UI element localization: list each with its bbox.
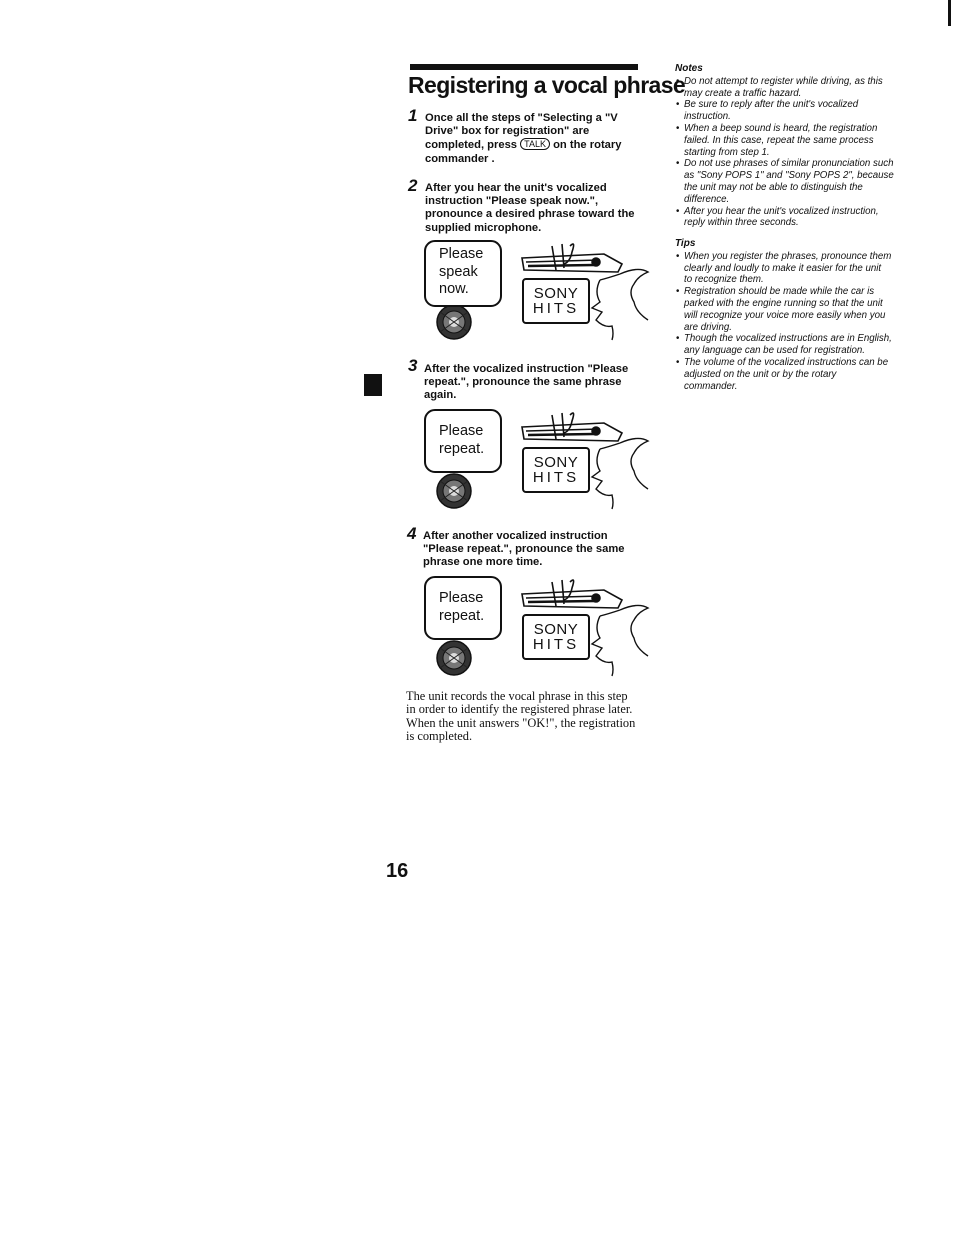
microphone-clip (522, 244, 622, 272)
note-line: • Do not attempt to register while driving, as this (684, 75, 883, 87)
unit-display (522, 614, 590, 660)
rotary-commander-knob (437, 641, 471, 675)
voice-prompt-bubble (424, 576, 502, 640)
bubble-line: Please (439, 246, 484, 262)
paragraph-line: is completed. (406, 728, 473, 743)
step-2-illustration (424, 240, 664, 340)
microphone-clip (522, 413, 622, 441)
paragraph-line: When the unit answers "OK!", the registration (406, 715, 636, 730)
tip-line: are driving. (684, 321, 732, 333)
tip-line: to recognize them. (684, 274, 764, 286)
page-edge-mark (948, 0, 951, 26)
note-line: as "Sony POPS 1" and "Sony POPS 2", because (684, 170, 894, 182)
step-1-line3-pre: completed, press (425, 139, 518, 152)
step-2-line: After you hear the unit's vocalized (425, 182, 607, 194)
rotary-commander-knob (437, 305, 471, 339)
step-4-text (423, 530, 625, 570)
tip-line: • When you register the phrases, pronounce them (684, 250, 892, 262)
step-3-line: again. (424, 389, 457, 402)
tip-line: will recognize your voice more easily when you (684, 309, 886, 321)
section-tab-marker (364, 374, 382, 396)
page-number: 16 (386, 860, 409, 882)
bubble-line: speak (439, 263, 478, 280)
speaker-head-profile (592, 438, 648, 509)
step-3-number: 3 (408, 356, 418, 375)
tip-line: commander. (684, 380, 738, 392)
step-4-number: 4 (407, 524, 417, 543)
display-line-1: SONY (533, 620, 579, 638)
tip-line: any language can be used for registration. (684, 345, 865, 357)
note-line: starting from step 1. (684, 146, 770, 158)
voice-prompt-bubble (424, 409, 502, 473)
step-4-line: phrase one more time. (423, 556, 543, 569)
step-4-line: "Please repeat.", pronounce the same (423, 543, 625, 556)
paragraph-line: in order to identify the registered phrase later. (406, 702, 633, 717)
step-2-number: 2 (408, 176, 418, 195)
note-line: • When a beep sound is heard, the registration (684, 122, 878, 134)
paragraph-line: The unit records the vocal phrase in this step (406, 689, 628, 703)
bubble-line: Please (439, 590, 484, 606)
note-line: • Do not use phrases of similar pronunciation such (684, 158, 894, 170)
unit-display (522, 278, 590, 324)
tip-line: clearly and loudly to make it easier for the unit (684, 262, 882, 274)
tips-heading: Tips (675, 238, 696, 249)
bubble-line: repeat. (439, 607, 485, 624)
tip-item (675, 251, 925, 286)
step-1-line: Drive" box for registration" are (425, 125, 590, 138)
microphone-clip (522, 580, 622, 608)
talk-button-label: TALK (520, 138, 550, 150)
note-item (675, 123, 925, 158)
step-2-line: supplied microphone. (425, 221, 542, 234)
step-3-text (424, 363, 628, 403)
step-3-line: After the vocalized instruction "Please (424, 363, 629, 375)
note-line: may create a traffic hazard. (684, 87, 802, 99)
notes-heading: Notes (675, 63, 703, 74)
display-line-1: SONY (533, 284, 579, 302)
speaker-head-profile (592, 269, 648, 340)
tips-section (675, 238, 925, 392)
display-line-2: HITS (532, 469, 580, 486)
step-2-line: pronounce a desired phrase toward the (425, 208, 635, 221)
step-3-line: repeat.", pronounce the same phrase (424, 376, 622, 389)
display-line-2: HITS (532, 636, 580, 653)
step-2-line: instruction "Please speak now.", (425, 195, 599, 208)
tip-line: • Though the vocalized instructions are in English, (684, 333, 892, 345)
tip-line: adjusted on the unit or by the rotary (684, 368, 837, 380)
display-line-1: SONY (533, 453, 579, 471)
step-3-illustration (424, 409, 664, 509)
unit-display (522, 447, 590, 493)
step-1-line (425, 138, 621, 152)
note-line: • After you hear the unit's vocalized instruction, (684, 205, 879, 217)
step-1-number: 1 (408, 106, 418, 125)
step-4-illustration (424, 576, 664, 676)
voice-prompt-bubble (424, 240, 502, 307)
title-rule (410, 64, 638, 70)
step-1-line: commander . (425, 152, 495, 165)
tip-line: parked with the engine running so that the unit (684, 297, 883, 309)
bubble-line: repeat. (439, 440, 485, 457)
note-item (675, 206, 925, 230)
note-line: instruction. (684, 111, 731, 123)
note-line: difference. (684, 193, 730, 205)
speaker-head-profile (592, 605, 648, 676)
note-line: failed. In this case, repeat the same process (684, 134, 874, 146)
closing-paragraph (406, 690, 656, 743)
bubble-line: Please (439, 423, 484, 439)
step-4-line: After another vocalized instruction (423, 530, 608, 542)
tip-line: • The volume of the vocalized instructions can be (684, 356, 889, 368)
step-1-line: Once all the steps of "Selecting a "V (425, 112, 618, 124)
bubble-line: now. (439, 281, 469, 297)
note-item (675, 99, 925, 123)
display-line-2: HITS (532, 300, 580, 317)
note-item (675, 76, 925, 100)
note-line: the unit may not be able to distinguish the (684, 181, 863, 193)
note-item (675, 158, 925, 205)
tip-line: • Registration should be made while the car is (684, 286, 875, 298)
rotary-commander-knob (437, 474, 471, 508)
note-line: • Be sure to reply after the unit's vocalized (684, 99, 859, 111)
step-2-text (425, 182, 635, 235)
step-1-line3-post: on the rotary (553, 139, 622, 152)
tip-item (675, 286, 925, 333)
step-1-text (425, 112, 621, 166)
tip-item (675, 333, 925, 357)
note-line: reply within three seconds. (684, 217, 799, 229)
page-title: Registering a vocal phrase (408, 72, 686, 98)
tip-item (675, 357, 925, 392)
notes-section (675, 63, 925, 229)
